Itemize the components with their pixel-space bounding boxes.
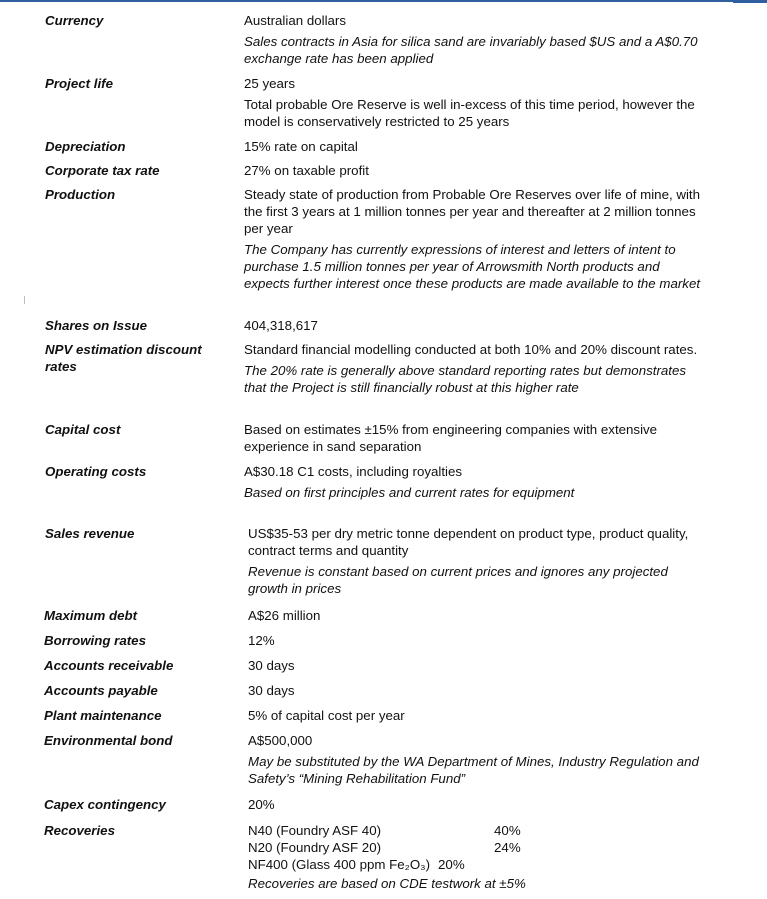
row-value [248, 607, 708, 628]
value-text: 404,318,617 [244, 318, 318, 333]
value-note: The Company has currently expressions of interest and letters of intent to purchase 1.5 million tonnes per year of Arrowsmith North products and expects further interest once these products are made available to the market [244, 242, 701, 291]
value-text: Steady state of production from Probable Ore Reserves over life of mine, with the first 3 years at 1 million tonnes per year and thereafter at 2 million tonnes per year [244, 187, 701, 236]
value-text: 30 days [248, 683, 295, 698]
recovery-row [248, 856, 521, 873]
row-value [244, 421, 704, 459]
product-name: N40 (Foundry ASF 40) [248, 823, 382, 838]
recovery-row [248, 822, 521, 839]
value-text: A$26 million [248, 608, 321, 623]
value-note: Revenue is constant based on current prices and ignores any projected growth in prices [248, 564, 668, 596]
value-text: 5% of capital cost per year [248, 708, 405, 723]
product-pct: 20% [438, 857, 465, 872]
row-value [248, 632, 708, 653]
row-label: Sales revenue [45, 526, 135, 541]
row-label: Currency [45, 13, 104, 28]
product-pct: 24% [494, 840, 521, 855]
row-value [244, 75, 704, 134]
value-note: The 20% rate is generally above standard reporting rates but demonstrates that the Project is still financially robust at this higher rate [244, 363, 687, 395]
value-text: 20% [248, 797, 275, 812]
row-label: Production [45, 187, 116, 202]
row-value [244, 162, 704, 183]
value-text: 30 days [248, 658, 295, 673]
value-note: May be substituted by the WA Department of Mines, Industry Regulation and Safety’s “Mining Rehabilitation Fund” [248, 754, 699, 786]
row-label: Accounts receivable [44, 658, 174, 673]
product-name: N20 (Foundry ASF 20) [248, 840, 382, 855]
value-text: 27% on taxable profit [244, 163, 369, 178]
value-text: 25 years [244, 76, 295, 91]
row-value [244, 138, 704, 159]
row-label: Plant maintenance [44, 708, 162, 723]
row-label: Capital cost [45, 422, 121, 437]
row-value [244, 12, 704, 71]
value-text: A$500,000 [248, 733, 313, 748]
product-pct: 40% [494, 823, 521, 838]
value-note: Recoveries are based on CDE testwork at ±5% [248, 876, 526, 891]
row-label: Capex contingency [44, 797, 166, 812]
row-label: Operating costs [45, 464, 147, 479]
value-note: Total probable Ore Reserve is well in-excess of this time period, however the model is conservatively restricted to 25 years [244, 97, 695, 129]
row-value [248, 796, 708, 817]
value-text: 12% [248, 633, 275, 648]
row-label: Maximum debt [44, 608, 138, 623]
row-value [248, 525, 708, 601]
row-value [244, 317, 704, 338]
recoveries-table [248, 822, 521, 873]
value-note: Sales contracts in Asia for silica sand are invariably based $US and a A$0.70 exchange rate has been applied [244, 34, 698, 66]
value-text: A$30.18 C1 costs, including royalties [244, 464, 463, 479]
row-label: Depreciation [45, 139, 126, 154]
row-label: Project life [45, 76, 113, 91]
row-value [244, 463, 704, 505]
row-value [244, 341, 704, 400]
row-value [248, 707, 708, 728]
row-label: Recoveries [44, 823, 115, 838]
row-label: Corporate tax rate [45, 163, 160, 178]
top-rule [0, 0, 767, 2]
row-value [248, 732, 708, 791]
row-label: Environmental bond [44, 733, 173, 748]
value-text: Australian dollars [244, 13, 346, 28]
value-text: Based on estimates ±15% from engineering companies with extensive experience in sand separation [244, 422, 658, 454]
row-label: Accounts payable [44, 683, 158, 698]
product-name: NF400 (Glass 400 ppm Fe₂O₃) [248, 857, 431, 872]
value-text: Standard financial modelling conducted at both 10% and 20% discount rates. [244, 342, 698, 357]
recovery-row [248, 839, 521, 856]
row-value [244, 186, 704, 296]
value-text: 15% rate on capital [244, 139, 358, 154]
row-value [248, 822, 708, 896]
row-value [248, 682, 708, 703]
row-label: NPV estimation discount rates [45, 342, 202, 374]
value-text: US$35-53 per dry metric tonne dependent on product type, product quality, contract terms and quantity [248, 526, 689, 558]
value-note: Based on first principles and current rates for equipment [244, 485, 575, 500]
row-label: Borrowing rates [44, 633, 146, 648]
top-rule-accent [733, 0, 767, 3]
row-value [248, 657, 708, 678]
margin-mark [24, 296, 25, 304]
row-label: Shares on Issue [45, 318, 147, 333]
